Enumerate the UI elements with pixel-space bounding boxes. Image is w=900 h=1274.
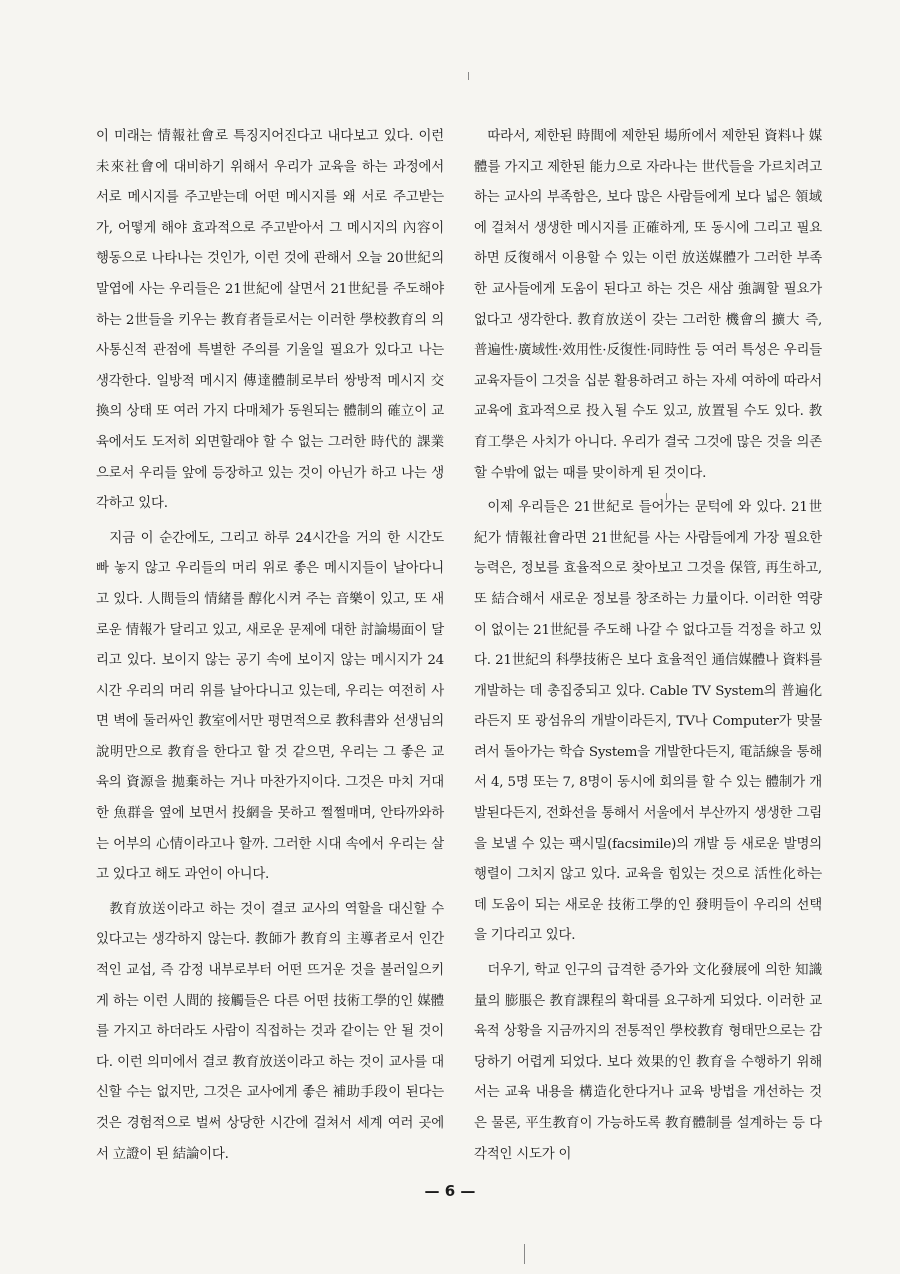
left-column [96,122,444,1170]
scan-mark [468,72,469,80]
scan-mark [524,1244,525,1264]
paragraph: 教育放送이라고 하는 것이 결코 교사의 역할을 대신할 수 있다고는 생각하지 않는다. 教師가 教育의 主導者로서 인간적인 교섭, 즉 감정 내부로부터 어떤 뜨거운 것을 불러일으키게 하는 이런 人間的 接觸들은 다른 어떤 技術工學的인 媒體를 가지고 하더라도 사람이 직접하는 것과 같이는 안 될 것이다. 이런 의미에서 결코 教育放送이라고 하는 것이 교사를 대신할 수는 없지만, 그것은 교사에게 좋은 補助手段이 된다는 것은 경험적으로 벌써 상당한 시간에 걸쳐서 세계 여러 곳에서 立證이 된 結論이다. [96,901,444,1162]
page-number: — 6 — [424,1182,476,1200]
paragraph: 따라서, 제한된 時間에 제한된 場所에서 제한된 資料나 媒體를 가지고 제한된 能力으로 자라나는 世代들을 가르치려고 하는 교사의 부족함은, 보다 많은 사람들에게 보다 넓은 領域에 걸쳐서 생생한 메시지를 正確하게, 또 동시에 그리고 필요하면 反復해서 이용할 수 있는 이런 放送媒體가 그러한 부족한 교사들에게 도움이 된다고 하는 것은 새삼 強調할 필요가 없다고 생각한다. 教育放送이 갖는 그러한 機會의 擴大 즉, 普遍性·廣域性·效用性·反復性·同時性 등 여러 특성은 우리들 교육자들이 그것을 십분 활용하려고 하는 자세 여하에 따라서 교육에 효과적으로 投入될 수도 있고, 放置될 수도 있다. 教育工學은 사치가 아니다. 우리가 결국 그것에 많은 것을 의존할 수밖에 없는 때를 맞이하게 된 것이다. [474,129,822,481]
right-column [474,122,822,1170]
paragraph: 더우기, 학교 인구의 급격한 증가와 文化發展에 의한 知識量의 膨脹은 教育課程의 확대를 요구하게 되었다. 이러한 교육적 상황을 지금까지의 전통적인 學校教育 형태만으로는 감당하기 어렵게 되었다. 보다 效果的인 教育을 수행하기 위해서는 교육 내용을 構造化한다거나 교육 방법을 개선하는 것은 물론, 平生教育이 가능하도록 教育體制를 설계하는 등 다각적인 시도가 이 [474,963,822,1162]
paragraph: 지금 이 순간에도, 그리고 하루 24시간을 거의 한 시간도 빠 놓지 않고 우리들의 머리 위로 좋은 메시지들이 날아다니고 있다. 人間들의 情緒를 醇化시켜 주는 音樂이 있고, 또 새로운 情報가 달리고 있고, 새로운 문제에 대한 討論場面이 달리고 있다. 보이지 않는 공기 속에 보이지 않는 메시지가 24시간 우리의 머리 위를 날아다니고 있는데, 우리는 여전히 사면 벽에 둘러싸인 教室에서만 평면적으로 教科書와 선생님의 說明만으로 教育을 한다고 할 것 같으면, 우리는 그 좋은 교육의 資源을 拋棄하는 거나 마찬가지이다. 그것은 마치 거대한 魚群을 옆에 보면서 投網을 못하고 쩔쩔매며, 안타까와하는 어부의 心情이라고나 할까. 그러한 시대 속에서 우리는 살고 있다고 해도 과언이 아니다. [96,530,444,883]
paragraph: 이제 우리들은 21世紀로 들어가는 문턱에 와 있다. 21世紀가 情報社會라면 21世紀를 사는 사람들에게 가장 필요한 능력은, 정보를 효율적으로 찾아보고 그것을 保管, 再生하고, 또 結合해서 새로운 정보를 창조하는 力量이다. 이러한 역량이 없이는 21世紀를 주도해 나갈 수 없다고들 걱정을 하고 있다. 21世紀의 科學技術은 보다 효율적인 通信媒體나 資料를 개발하는 데 총집중되고 있다. Cable TV System의 普遍化라든지 또 광섬유의 개발이라든지, TV나 Computer가 맞물려서 돌아가는 학습 System을 개발한다든지, 電話線을 통해서 4, 5명 또는 7, 8명이 동시에 회의를 할 수 있는 體制가 개발된다든지, 전화선을 통해서 서울에서 부산까지 생생한 그림을 보낼 수 있는 팩시밀(facsimile)의 개발 등 새로운 발명의 행렬이 그치지 않고 있다. 교육을 힘있는 것으로 活性化하는 데 도움이 되는 새로운 技術工學的인 發明들이 우리의 선택을 기다리고 있다. [474,500,822,944]
paragraph: 이 미래는 情報社會로 특징지어진다고 내다보고 있다. 이런 未來社會에 대비하기 위해서 우리가 교육을 하는 과정에서 서로 메시지를 주고받는데 어떤 메시지를 왜 서로 주고받는가, 어떻게 해야 효과적으로 주고받아서 그 메시지의 內容이 행동으로 나타나는 것인가, 이런 것에 관해서 오늘 20世紀의 말엽에 사는 우리들은 21世紀에 살면서 21世紀를 주도해야 하는 2世들을 키우는 教育者들로서는 이러한 學校教育의 의사통신적 관점에 특별한 주의를 기울일 필요가 있다고 나는 생각한다. 일방적 메시지 傳達體制로부터 쌍방적 메시지 交換의 상태 또 여러 가지 다매체가 동원되는 體制의 確立이 교육에서도 도저히 외면할래야 할 수 없는 그러한 時代的 課業으로서 우리들 앞에 등장하고 있는 것이 아닌가 하고 나는 생각하고 있다. [96,129,444,512]
